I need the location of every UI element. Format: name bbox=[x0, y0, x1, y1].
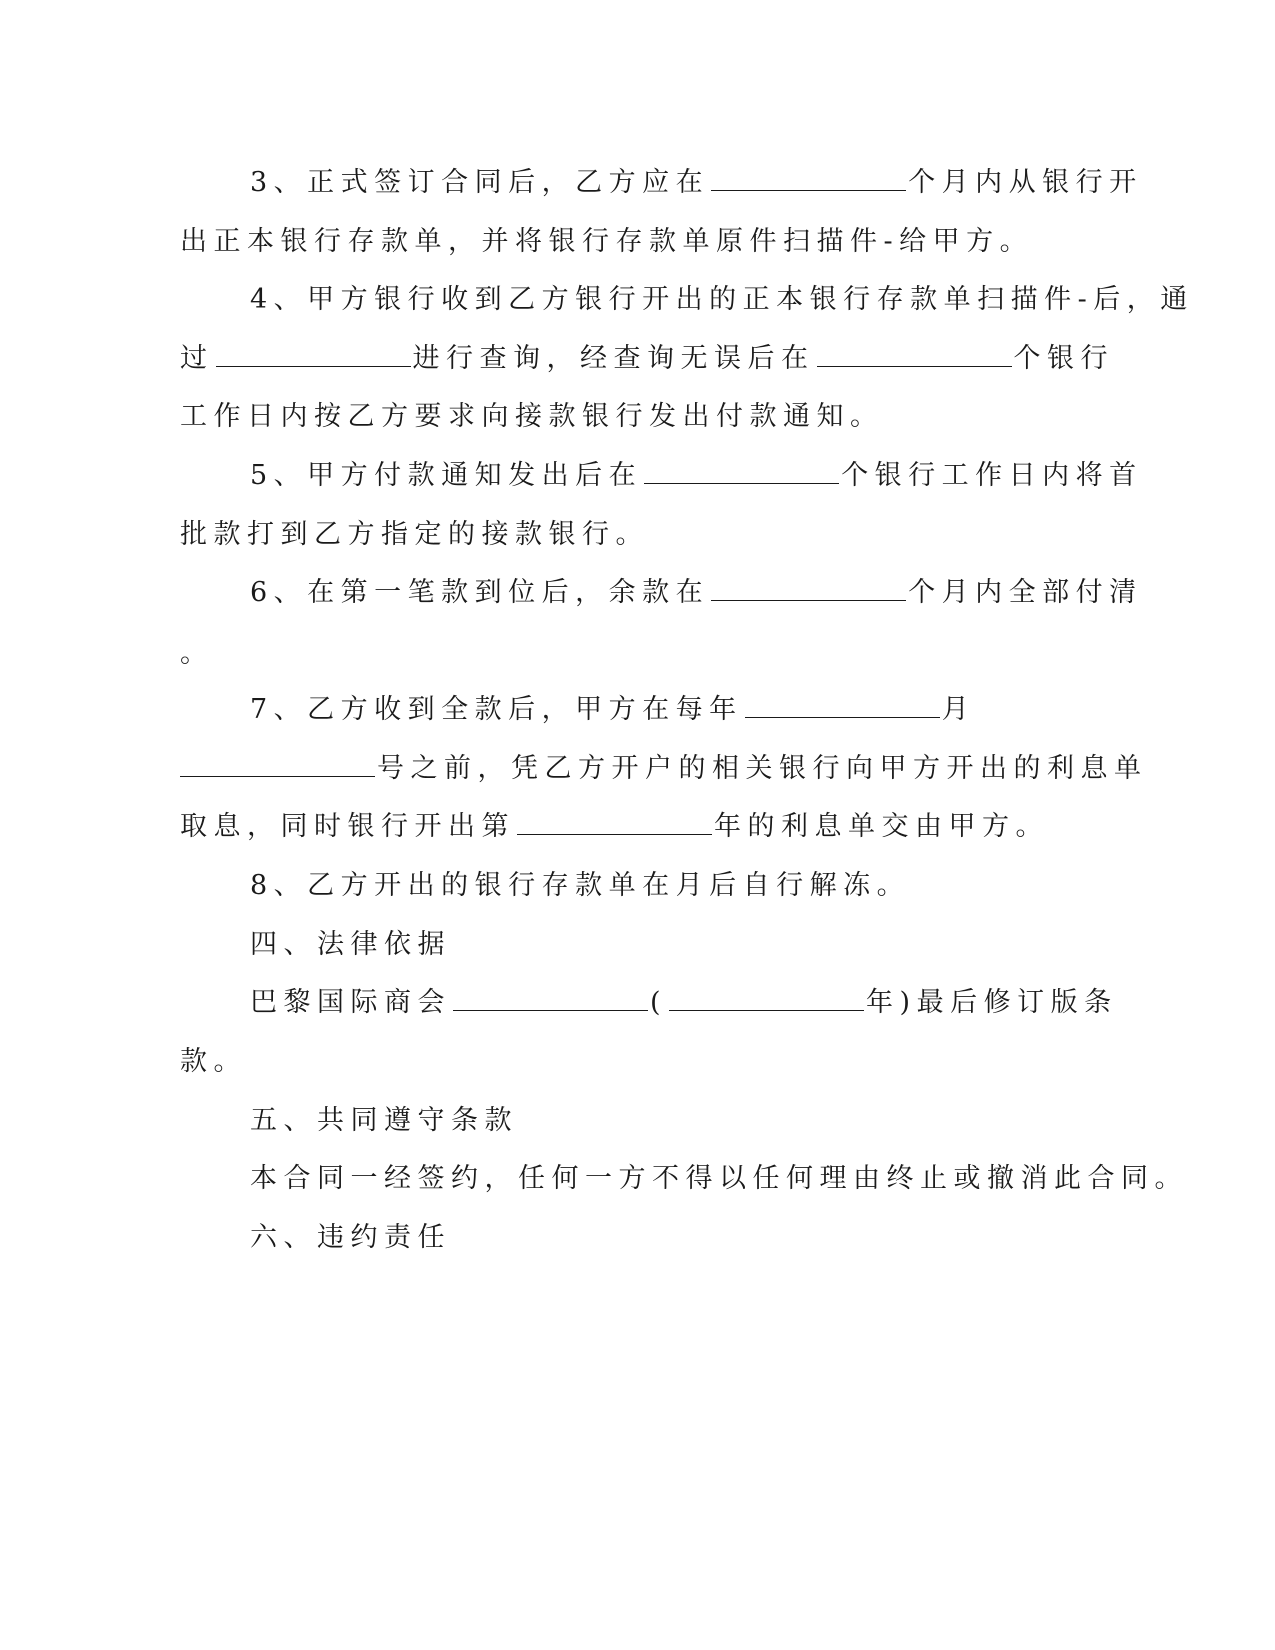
section-4-text-cont: 年)最后修订版条 bbox=[866, 987, 1118, 1018]
section-heading: 四、法律依据 bbox=[250, 929, 451, 960]
section-4-text-end: 款。 bbox=[180, 1046, 247, 1077]
item-4-text-cont: 过 bbox=[180, 343, 214, 374]
item-3-text-cont: 个月内从银行开 bbox=[908, 167, 1143, 198]
blank-line bbox=[711, 166, 906, 191]
item-4-line-3 bbox=[180, 400, 884, 434]
item-6-line-2 bbox=[180, 637, 214, 671]
item-5-text-end: 批款打到乙方指定的接款银行。 bbox=[180, 519, 649, 550]
item-3-text-end: 出正本银行存款单，并将银行存款单原件扫描件-给甲方。 bbox=[180, 226, 1034, 257]
section-5-body: 本合同一经签约，任何一方不得以任何理由终止或撤消此合同。 bbox=[250, 1163, 1188, 1194]
item-4-line-1 bbox=[250, 283, 1194, 317]
item-4-text-end: 工作日内按乙方要求向接款银行发出付款通知。 bbox=[180, 401, 884, 432]
item-3-line-1 bbox=[250, 166, 1143, 200]
section-4-title bbox=[250, 928, 451, 962]
item-8-text: 8、乙方开出的银行存款单在月后自行解冻。 bbox=[250, 870, 911, 901]
item-3-line-2 bbox=[180, 225, 1033, 259]
section-6-title bbox=[250, 1221, 451, 1255]
item-8 bbox=[250, 869, 910, 903]
blank-line bbox=[216, 342, 411, 367]
blank-line bbox=[453, 986, 648, 1011]
item-3-text: 3、正式签订合同后，乙方应在 bbox=[250, 167, 710, 198]
item-7-text-cont: 号之前，凭乙方开户的相关银行向甲方开出的利息单 bbox=[377, 753, 1148, 784]
item-7-text-month: 月 bbox=[941, 694, 976, 725]
item-4-text-tail: 个银行 bbox=[1013, 343, 1114, 374]
item-5-text: 5、甲方付款通知发出后在 bbox=[250, 460, 643, 491]
item-5-text-cont: 个银行工作日内将首 bbox=[841, 460, 1143, 491]
blank-line bbox=[817, 342, 1012, 367]
item-6-text-cont: 个月内全部付清 bbox=[908, 577, 1143, 608]
item-7-line-2 bbox=[180, 752, 1148, 786]
blank-line bbox=[180, 752, 375, 777]
blank-line bbox=[669, 986, 864, 1011]
item-5-line-1 bbox=[250, 459, 1143, 493]
item-7-line-1 bbox=[250, 693, 975, 727]
item-4-text: 4、甲方银行收到乙方银行开出的正本银行存款单扫描件-后，通 bbox=[250, 284, 1194, 315]
item-7-text-end: 年的利息单交由甲方。 bbox=[714, 811, 1049, 842]
section-heading: 五、共同遵守条款 bbox=[250, 1105, 518, 1136]
item-5-line-2 bbox=[180, 518, 649, 552]
section-4-line-2 bbox=[180, 1045, 247, 1079]
blank-line bbox=[644, 459, 839, 484]
blank-line bbox=[745, 693, 940, 718]
item-6-text: 6、在第一笔款到位后，余款在 bbox=[250, 577, 710, 608]
item-7-line-3 bbox=[180, 810, 1049, 844]
item-7-text-mid: 取息，同时银行开出第 bbox=[180, 811, 515, 842]
section-5-text bbox=[250, 1162, 1188, 1196]
open-paren: ( bbox=[650, 987, 668, 1018]
blank-line bbox=[517, 810, 712, 835]
blank-line bbox=[711, 576, 906, 601]
item-6-line-1 bbox=[250, 576, 1143, 610]
item-6-text-end: 。 bbox=[180, 638, 214, 669]
section-heading: 六、违约责任 bbox=[250, 1222, 451, 1253]
section-4-line-1 bbox=[250, 986, 1118, 1020]
section-5-title bbox=[250, 1104, 518, 1138]
section-4-text: 巴黎国际商会 bbox=[250, 987, 451, 1018]
item-4-text-mid: 进行查询，经查询无误后在 bbox=[412, 343, 815, 374]
item-4-line-2 bbox=[180, 342, 1114, 376]
item-7-text: 7、乙方收到全款后，甲方在每年 bbox=[250, 694, 743, 725]
